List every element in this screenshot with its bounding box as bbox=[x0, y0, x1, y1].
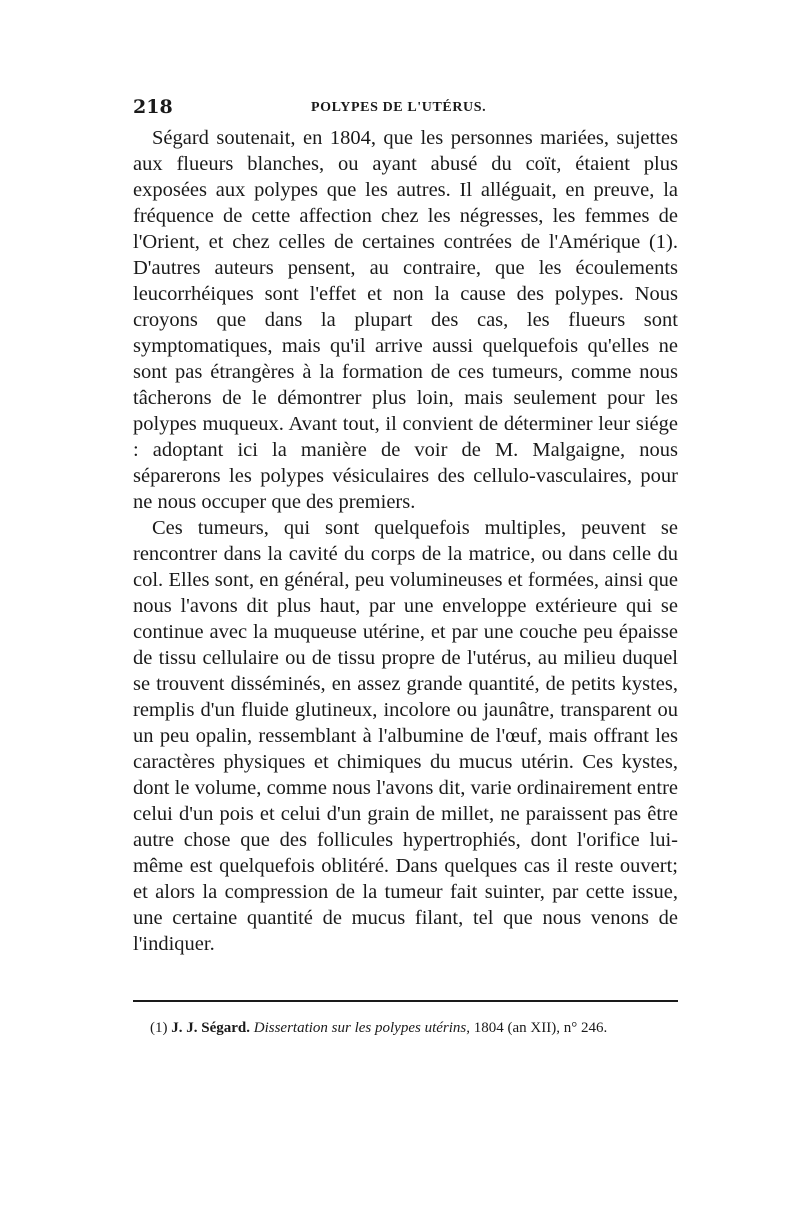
body-text bbox=[133, 125, 678, 957]
footnote-divider bbox=[133, 1000, 678, 1002]
footnote-title: Dissertation sur les polypes utérins bbox=[253, 1020, 467, 1036]
footnote-author: J. J. Ségard. bbox=[171, 1020, 250, 1036]
paragraph: Ces tumeurs, qui sont quelquefois multiples, peuvent se rencontrer dans la cavité du corps de la matrice, ou dans celle du col. Elles sont, en général, peu volumineuses et formées, ainsi que nous l'avons dit plus haut, par une enveloppe extérieure qui se continue avec la muqueuse utérine, et par une couche peu épaisse de tissu cellulaire ou de tissu propre de l'utérus, au milieu duquel se trouvent disséminés, en assez grande quantité, de petits kystes, remplis d'un fluide glutineux, incolore ou jaunâtre, transparent ou un peu opalin, ressemblant à l'albumine de l'œuf, mais offrant les caractères physiques et chimiques du mucus utérin. Ces kystes, dont le volume, comme nous l'avons dit, varie ordinairement entre celui d'un pois et celui d'un grain de millet, ne paraissent pas être autre chose que des follicules hypertrophiés, dont l'orifice lui-même est quelquefois oblitéré. Dans quelques cas il reste ouvert; et alors la compression de la tumeur fait suinter, par cette issue, une certaine quantité de mucus filant, tel que nous venons de l'indiquer. bbox=[133, 517, 678, 955]
paragraph: Ségard soutenait, en 1804, que les personnes mariées, sujettes aux flueurs blanches, ou ayant abusé du coït, étaient plus exposées aux polypes que les autres. Il alléguait, en preuve, la fréquence de cette affection chez les négresses, les femmes de l'Orient, et chez celles de certaines contrées de l'Amérique (1). D'autres auteurs pensent, au contraire, que les écoulements leucorrhéiques sont l'effet et non la cause des polypes. Nous croyons que dans la plupart des cas, les flueurs sont symptomatiques, mais qu'il arrive aussi quelquefois qu'elles ne sont pas étrangères à la formation de ces tumeurs, comme nous tâcherons de le démontrer plus loin, mais seulement pour les polypes muqueux. Avant tout, il convient de déterminer leur siége : adoptant ici la manière de voir de M. Malgaigne, nous séparerons les polypes vésiculaires des cellulo-vasculaires, pour ne nous occuper que des premiers. bbox=[133, 127, 678, 513]
page-header bbox=[133, 96, 678, 120]
running-head: POLYPES DE L'UTÉRUS. bbox=[311, 100, 487, 115]
page-number: 218 bbox=[133, 96, 173, 118]
footnote-details: , 1804 (an XII), n° 246. bbox=[466, 1020, 608, 1036]
footnote-marker: (1) bbox=[150, 1020, 168, 1036]
footnote bbox=[133, 1017, 678, 1039]
